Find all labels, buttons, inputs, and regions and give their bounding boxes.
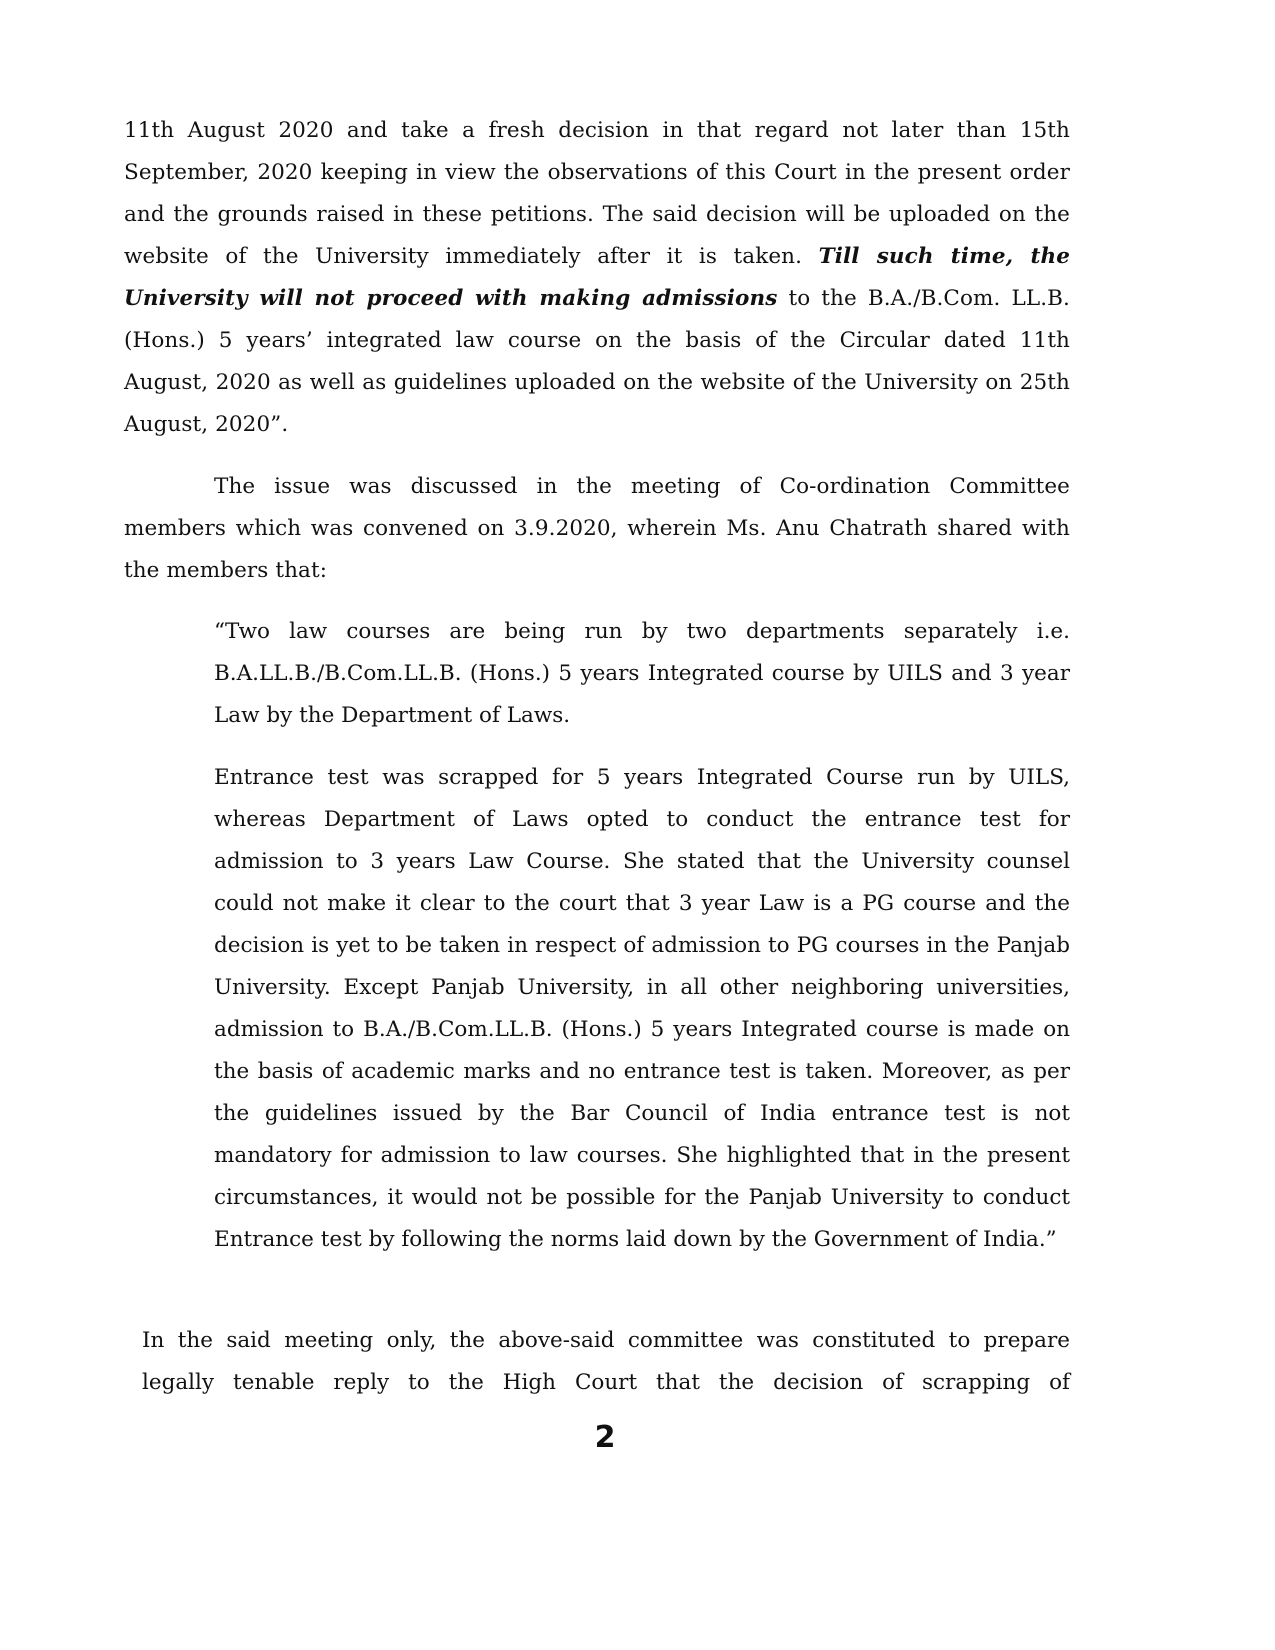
- page-number: 2: [594, 1420, 616, 1455]
- paragraph-court-order-excerpt: [124, 110, 1070, 446]
- block-quote-courses: “Two law courses are being run by two departments separately i.e. B.A.LL.B./B.Com.LL.B. (Hons.) 5 years Integrated course by UILS and 3 year Law by the Department of Laws.: [214, 619, 1070, 728]
- paragraph-committee-meeting: The issue was discussed in the meeting of Co-ordination Committee members which was convened on 3.9.2020, wherein Ms. Anu Chatrath shared with the members that:: [124, 474, 1070, 583]
- emphasized-text: Till such time, the University will not proceed with making admissions: [124, 244, 1070, 311]
- paragraph-committee-constituted: In the said meeting only, the above-said committee was constituted to prepare legally tenable reply to the High Court that the decision of scrapping of: [142, 1328, 1070, 1395]
- paragraph-text: 11th August 2020 and take a fresh decision in that regard not later than 15th September, 2020 keeping in view the observations of this Court in the present order and the grounds raised in these petitions. The said decision will be uploaded on the website of the University immediately after it is taken.: [124, 118, 1070, 269]
- block-quote-entrance-test: Entrance test was scrapped for 5 years Integrated Course run by UILS, whereas Department of Laws opted to conduct the entrance test for admission to 3 years Law Course. She stated that the University counsel could not make it clear to the court that 3 year Law is a PG course and the decision is yet to be taken in respect of admission to PG courses in the Panjab University. Except Panjab University, in all other neighboring universities, admission to B.A./B.Com.LL.B. (Hons.) 5 years Integrated course is made on the basis of academic marks and no entrance test is taken. Moreover, as per the guidelines issued by the Bar Council of India entrance test is not mandatory for admission to law courses. She highlighted that in the present circumstances, it would not be possible for the Panjab University to conduct Entrance test by following the norms laid down by the Government of India.”: [214, 765, 1070, 1252]
- paragraph-text: to the B.A./B.Com. LL.B. (Hons.) 5 years’ integrated law course on the basis of the Circular dated 11th August, 2020 as well as guidelines uploaded on the website of the University on 25th August, 2020”.: [124, 286, 1070, 437]
